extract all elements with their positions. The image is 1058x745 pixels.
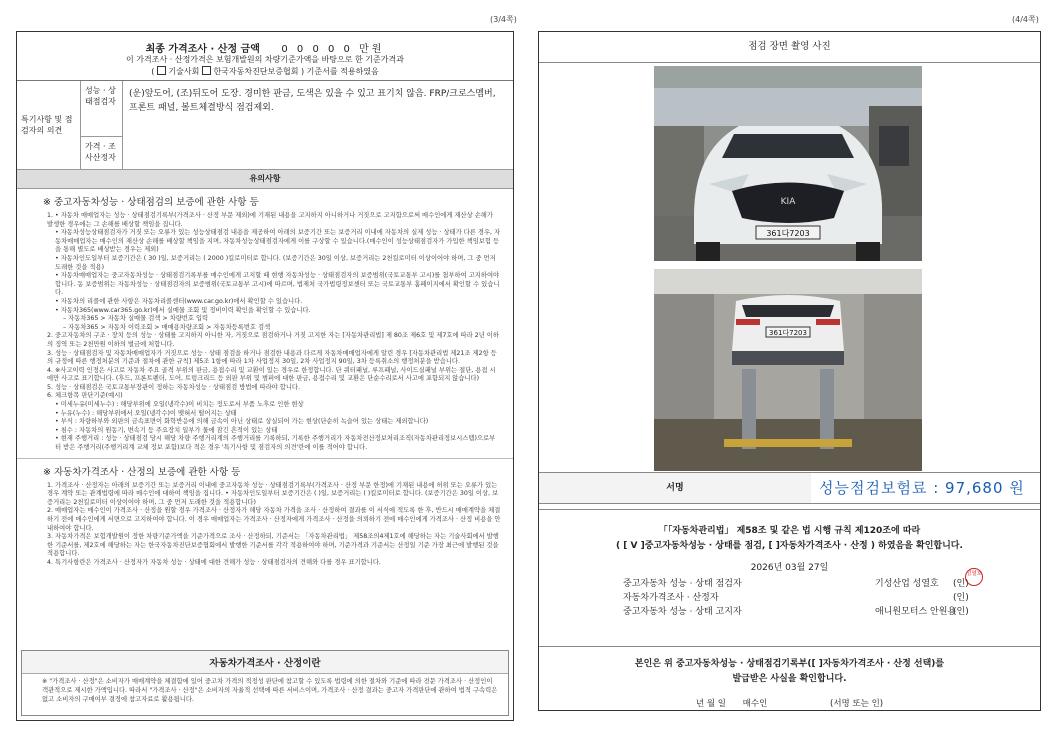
signer-row: [539, 604, 1040, 618]
signer-role: 자동차가격조사 · 산정자: [623, 593, 719, 603]
perf-inspector-label: 성능 · 상태점검자: [81, 81, 123, 137]
list-item: 2. 매매업자는 매수인이 가격조사 · 산정을 원할 경우 가격조사 · 산정자가 해당 자동차 가격을 조사 · 산정하여 결과를 이 서식에 적도록 한 후, 반드시 매매계약을 체결하기 전에 매수인에게 서면으로 고지하여야 합니다. 이 경우 매매업자는 가격조사 · 산정자에게 가격조사 · 산정을 의뢰하기 전에 매수인에게 가격조사 · 산정 비용을 안내하여야 합니다.: [47, 507, 501, 532]
signer-mark: (인): [953, 579, 969, 589]
list-item: 2. 중고자동차의 구조 · 장치 등의 성능 · 상태를 고지하지 아니한 자, 거짓으로 점검하거나 거짓 고지한 자는 [자동차관리법] 제 80조 제6호 및 제7호에 따라 2년 이하의 징역 또는 2천만원 이하의 벌금에 처합니다.: [47, 332, 499, 348]
confirmation-line-1: 「「자동차관리법」 제58조 및 같은 법 시행 규칙 제120조에 따라: [658, 526, 921, 536]
photo-area: [539, 63, 1040, 510]
opinion-section: [17, 81, 513, 170]
list-item: • 누유(누수) : 해당부위에서 오일(냉각수)이 맺혀서 떨어지는 상태: [55, 409, 237, 417]
option-1-label: 기술사회: [168, 67, 200, 76]
option-2-checkbox[interactable]: [202, 66, 211, 75]
car-rear-image: [654, 269, 922, 471]
price-definition-text: ※ "가격조사 · 산정"은 소비자가 매매계약을 체결함에 있어 중고차 가격의 적정성 판단에 참고할 수 있도록 법령에 의한 절차와 기준에 따라 전문 가격조사 · 산정인이 객관적으로 제시한 가액입니다. 따라서 "가격조사 · 산정"은 소비자의 자율적 선택에 따른 서비스이며, 가격조사 · 산정 결과는 중고자 가격판단에 관하여 법적 구속력은 없고 소비자의 구매여부 결정에 참고자료로 활용됩니다.: [42, 678, 498, 703]
list-item: • 현재 주행거리 : 성능 · 상태점검 당시 해당 차량 주행거리계의 주행거리를 기록하되, 기록한 주행거리가 자동차전산정보처리조직(자동차관리정보시스템)으로부터 받은 주행거리(주행거리계 교체 정보 포함)보다 적은 경우 '특기사항 및 점검자의 의견'란에 이를 적어야 합니다.: [55, 435, 496, 452]
list-item: – 자동차365 > 자동차 실매물 검색 > 차량번호 입력: [63, 315, 209, 323]
price-definition-title: 자동차가격조사 · 산정이란: [22, 651, 508, 674]
sign-label: 서명: [539, 473, 811, 503]
buyer-line-1: 본인은 위 중고자동차성능 · 상태점검기록부([ ]자동차가격조사 · 산정 선택)를: [634, 659, 945, 669]
signer-role: 중고자동차 성능 · 상태 고지자: [623, 607, 742, 617]
list-item: • 자동차성능상태점검자가 거짓 또는 오류가 있는 성능상태점검 내용을 제공하여 아래의 보증기간 또는 보증거리 이내에 자동차의 실제 성능 · 상태가 다른 경우, 자동차매매업자는 매수인의 재산상 손해를 배상할 책임을 지며, 자동차성능상태점검자에게 이를 구상할 수 있습니다.(매수인이 성능상태점검자가 가입한 책임보험 등을 통해 별도로 배상받는 경우는 제외): [55, 229, 501, 254]
perf-inspector-opinion: (운)앞도어, (조)뒤도어 도장. 경미한 판금, 도색은 있을 수 있고 표기치 않음. FRP/크로스멤버, 프론트 패널, 볼트체결방식 점검제외.: [129, 89, 496, 113]
car-front-photo: [654, 66, 922, 261]
signer-name: 기성산업 성열호: [875, 579, 939, 589]
list-item: • 침수 : 자동차의 원동기, 변속기 등 주요장치 일부가 물에 잠긴 흔적이 있는 상태: [55, 426, 278, 434]
price-warranty-list: [17, 482, 513, 568]
car-brand-logo: KIA: [780, 197, 796, 207]
list-item: • 자동차의 리콜에 관한 사항은 자동차리콜센터(www.car.go.kr)에서 확인할 수 있습니다.: [55, 297, 303, 305]
insurance-fee: 성능점검보험료 : 97,680 원: [819, 479, 1025, 497]
price-definition-box: [21, 650, 509, 716]
page-number-right: (4/4쪽): [1012, 15, 1039, 24]
car-front-image: [654, 66, 922, 261]
list-item: • 미세누유(미세누수) : 해당부위에 오일(냉각수)이 비치는 정도로서 부품 노후로 인한 현상: [55, 401, 304, 409]
page-number-left: (3/4쪽): [490, 15, 517, 24]
final-price-title: 최종 가격조사 · 산정 금액: [145, 44, 260, 55]
list-item: 1. 가격조사 · 산정자는 아래의 보증기간 또는 보증거리 이내에 중고자동차 성능 · 상태점검기록부(가격조사 · 산정 부문 한정)에 기재된 내용에 허위 또는 오류가 있는 경우 계약 또는 관계법령에 따라 매수인에 대하여 책임을 집니다. • 자동차인도일부터 보증기간은 ( )일, 보증거리는 ( )킬로미터로 합니다. (보증기간은 30일 이상, 보증거리는 2천킬로미터 이상이어야 하며, 그 중 먼저 도래한 것을 적용합니다): [47, 481, 499, 506]
list-item: • 자동차매매업자는 중고자동차성능 · 상태점검기록부를 매수인에게 고지할 때 현행 자동차성능 · 상태점검자의 보증범위(국토교통부 고시)를 첨부하여 고지하여야 합니다. 동 보증범위는 자동차성능 · 상태점검자의 보증범위(국토교통부 고시)에 따르며, 법제처 국가법령정보센터 또는 국토교통부 홈페이지에서 확인할 수 있습니다.: [55, 272, 500, 297]
buyer-role: 매수인: [742, 699, 768, 709]
option-2-label: 한국자동차진단보증협회: [213, 67, 299, 76]
standard-options: ( 기술사회 한국자동차진단보증협회 ) 기준서를 적용하였음: [151, 67, 379, 76]
sign-bar: [539, 472, 1040, 504]
buyer-signature[interactable]: (서명 또는 인): [830, 699, 884, 709]
final-price-subtitle: 이 가격조사 · 산정가격은 보험개발원의 차량기준가액을 바탕으로 한 기준가격과: [126, 55, 404, 64]
inspection-page-4: [538, 31, 1041, 711]
list-item: • 자동차365(www.car365.go.kr)에서 실매물 조회 및 정비이력 확인을 확인할 수 있습니다.: [55, 306, 311, 314]
list-item: 1. • 자동차 매매업자는 성능 · 상태점검기록부(가격조사 · 산정 부문 제외)에 기재된 내용을 고지하지 아니하거나 거짓으로 고지함으로써 매수인에게 재산상 손해가 발생한 경우에는 그 손해를 배상할 책임을 집니다.: [47, 212, 493, 228]
signer-mark: (인): [953, 607, 969, 617]
list-item: • 자동차인도일부터 보증기간은 ( 30 )일, 보증거리는 ( 2000 )킬로미터로 합니다. (보증기간은 30일 이상, 보증거리는 2천킬로미터 이상이어야 하며, 그 중 먼저 도래한 것을 적용): [55, 254, 496, 271]
photo-section-title: 점검 장면 촬영 사진: [539, 32, 1040, 63]
buyer-date: 년 월 일: [695, 699, 726, 709]
car-rear-photo: [654, 269, 922, 471]
final-price-amount: 0 0 0 0 0 만원: [281, 44, 385, 55]
inspector-seal: 성열호: [965, 568, 983, 586]
price-warranty-section-title: ※ 자동차가격조사 · 산정의 보증에 관한 사항 등: [43, 466, 241, 478]
list-item: 3. 성능 · 상태점검자 및 자동차매매업자가 거짓으로 성능 · 상태 점검을 하거나 점검한 내용과 다르게 자동차매매업자에게 알린 경우 [자동차관리법 제21조 제2항 등의 규정에 따른 행정처분의 기준과 절차에 관한 규칙] 제5조 1항에 따라 1차 사업정지 30일, 2차 사업정지 90일, 3차 등록취소의 행정처분을 받습니다.: [47, 349, 497, 366]
list-item: 6. 체크항목 판단기준(예시): [47, 392, 123, 400]
list-item: – 자동차365 > 자동차 이력조회 > 매매용차량조회 > 자동차등록번호 검색: [63, 323, 271, 331]
list-item: 4. ※사고이력 인정은 사고로 자동차 주요 골격 부위의 판금, 용접수리 및 교환이 있는 경우로 한정합니다. 단 쿼터패널, 루프패널, 사이드실패널 부위는 절단, 용접 시에만 사고로 표기합니다. (후드, 프론트펜더, 도어, 트렁크리드 등 외판 부위 및 범퍼에 대한 판금, 용접수리 및 교환은 단순수리로서 사고에 포함되지 않습니다): [47, 366, 496, 383]
notice-header: 유의사항: [17, 170, 513, 189]
list-item: 4. 특기사항란은 가격조사 · 산정자가 자동차 성능 · 상태에 대한 견해가 성능 · 상태점검자의 견해와 다를 경우 표기합니다.: [47, 558, 381, 566]
plate-rear: 361다7203: [769, 329, 807, 337]
final-price-header: [17, 32, 513, 81]
inspection-date: 2026년 03월 27일: [750, 563, 829, 573]
list-item: 5. 성능 · 상태점검은 국토교통부장관이 정하는 자동차성능 · 상태점검 방법에 따라야 합니다.: [47, 383, 301, 391]
confirmation-statement: [539, 524, 1040, 554]
option-suffix: 기준서를 적용하였음: [306, 67, 379, 76]
plate-front: 361다7203: [766, 229, 810, 238]
warranty-section-title: ※ 중고자동차성능 · 상태점검의 보증에 관한 사항 등: [43, 197, 259, 208]
confirmation-line-2: ( [ V ]중고자동차성능 · 상태를 점검, [ ]자동차가격조사 · 산정 ) 하였음을 확인합니다.: [616, 541, 963, 551]
opinion-label: 특기사항 및 점검자의 의견: [17, 81, 81, 169]
option-1-checkbox[interactable]: [157, 66, 166, 75]
list-item: • 부식 : 차량하부와 외판의 금속표면이 화학반응에 의해 금속이 아닌 상태로 상실되어 가는 현상(단순히 녹슬어 있는 상태는 제외합니다): [55, 418, 429, 426]
warranty-list: [17, 212, 513, 453]
price-appraiser-label: 가격 · 조사산정자: [81, 137, 123, 169]
signer-mark: (인): [953, 593, 969, 603]
inspection-page-3: [16, 31, 514, 721]
signer-name: 애니원모터스 안원용: [875, 607, 957, 617]
buyer-line-2: 발급받은 사실을 확인합니다.: [732, 674, 847, 684]
buyer-confirmation: [539, 646, 1040, 710]
list-item: 3. 자동차가격은 보험개발원이 정한 차량기준가액을 기준가격으로 조사 · 산정하되, 기준서는 「자동차관리법」 제58조의4제1호에 해당하는 자는 기술사회에서 발행한 기준서를, 제2호에 해당하는 자는 한국자동차진단보증협회에서 발행한 기준서를 각각 적용하여야 하며, 기준가격과 기준서는 산정일 기준 가장 최근에 발행된 것을 적용합니다.: [47, 533, 499, 558]
signer-row: [539, 590, 1040, 604]
buyer-sign-row: [539, 697, 1040, 709]
price-appraiser-opinion: [123, 139, 509, 147]
signer-role: 중고자동차 성능 · 상태 점검자: [623, 579, 742, 589]
